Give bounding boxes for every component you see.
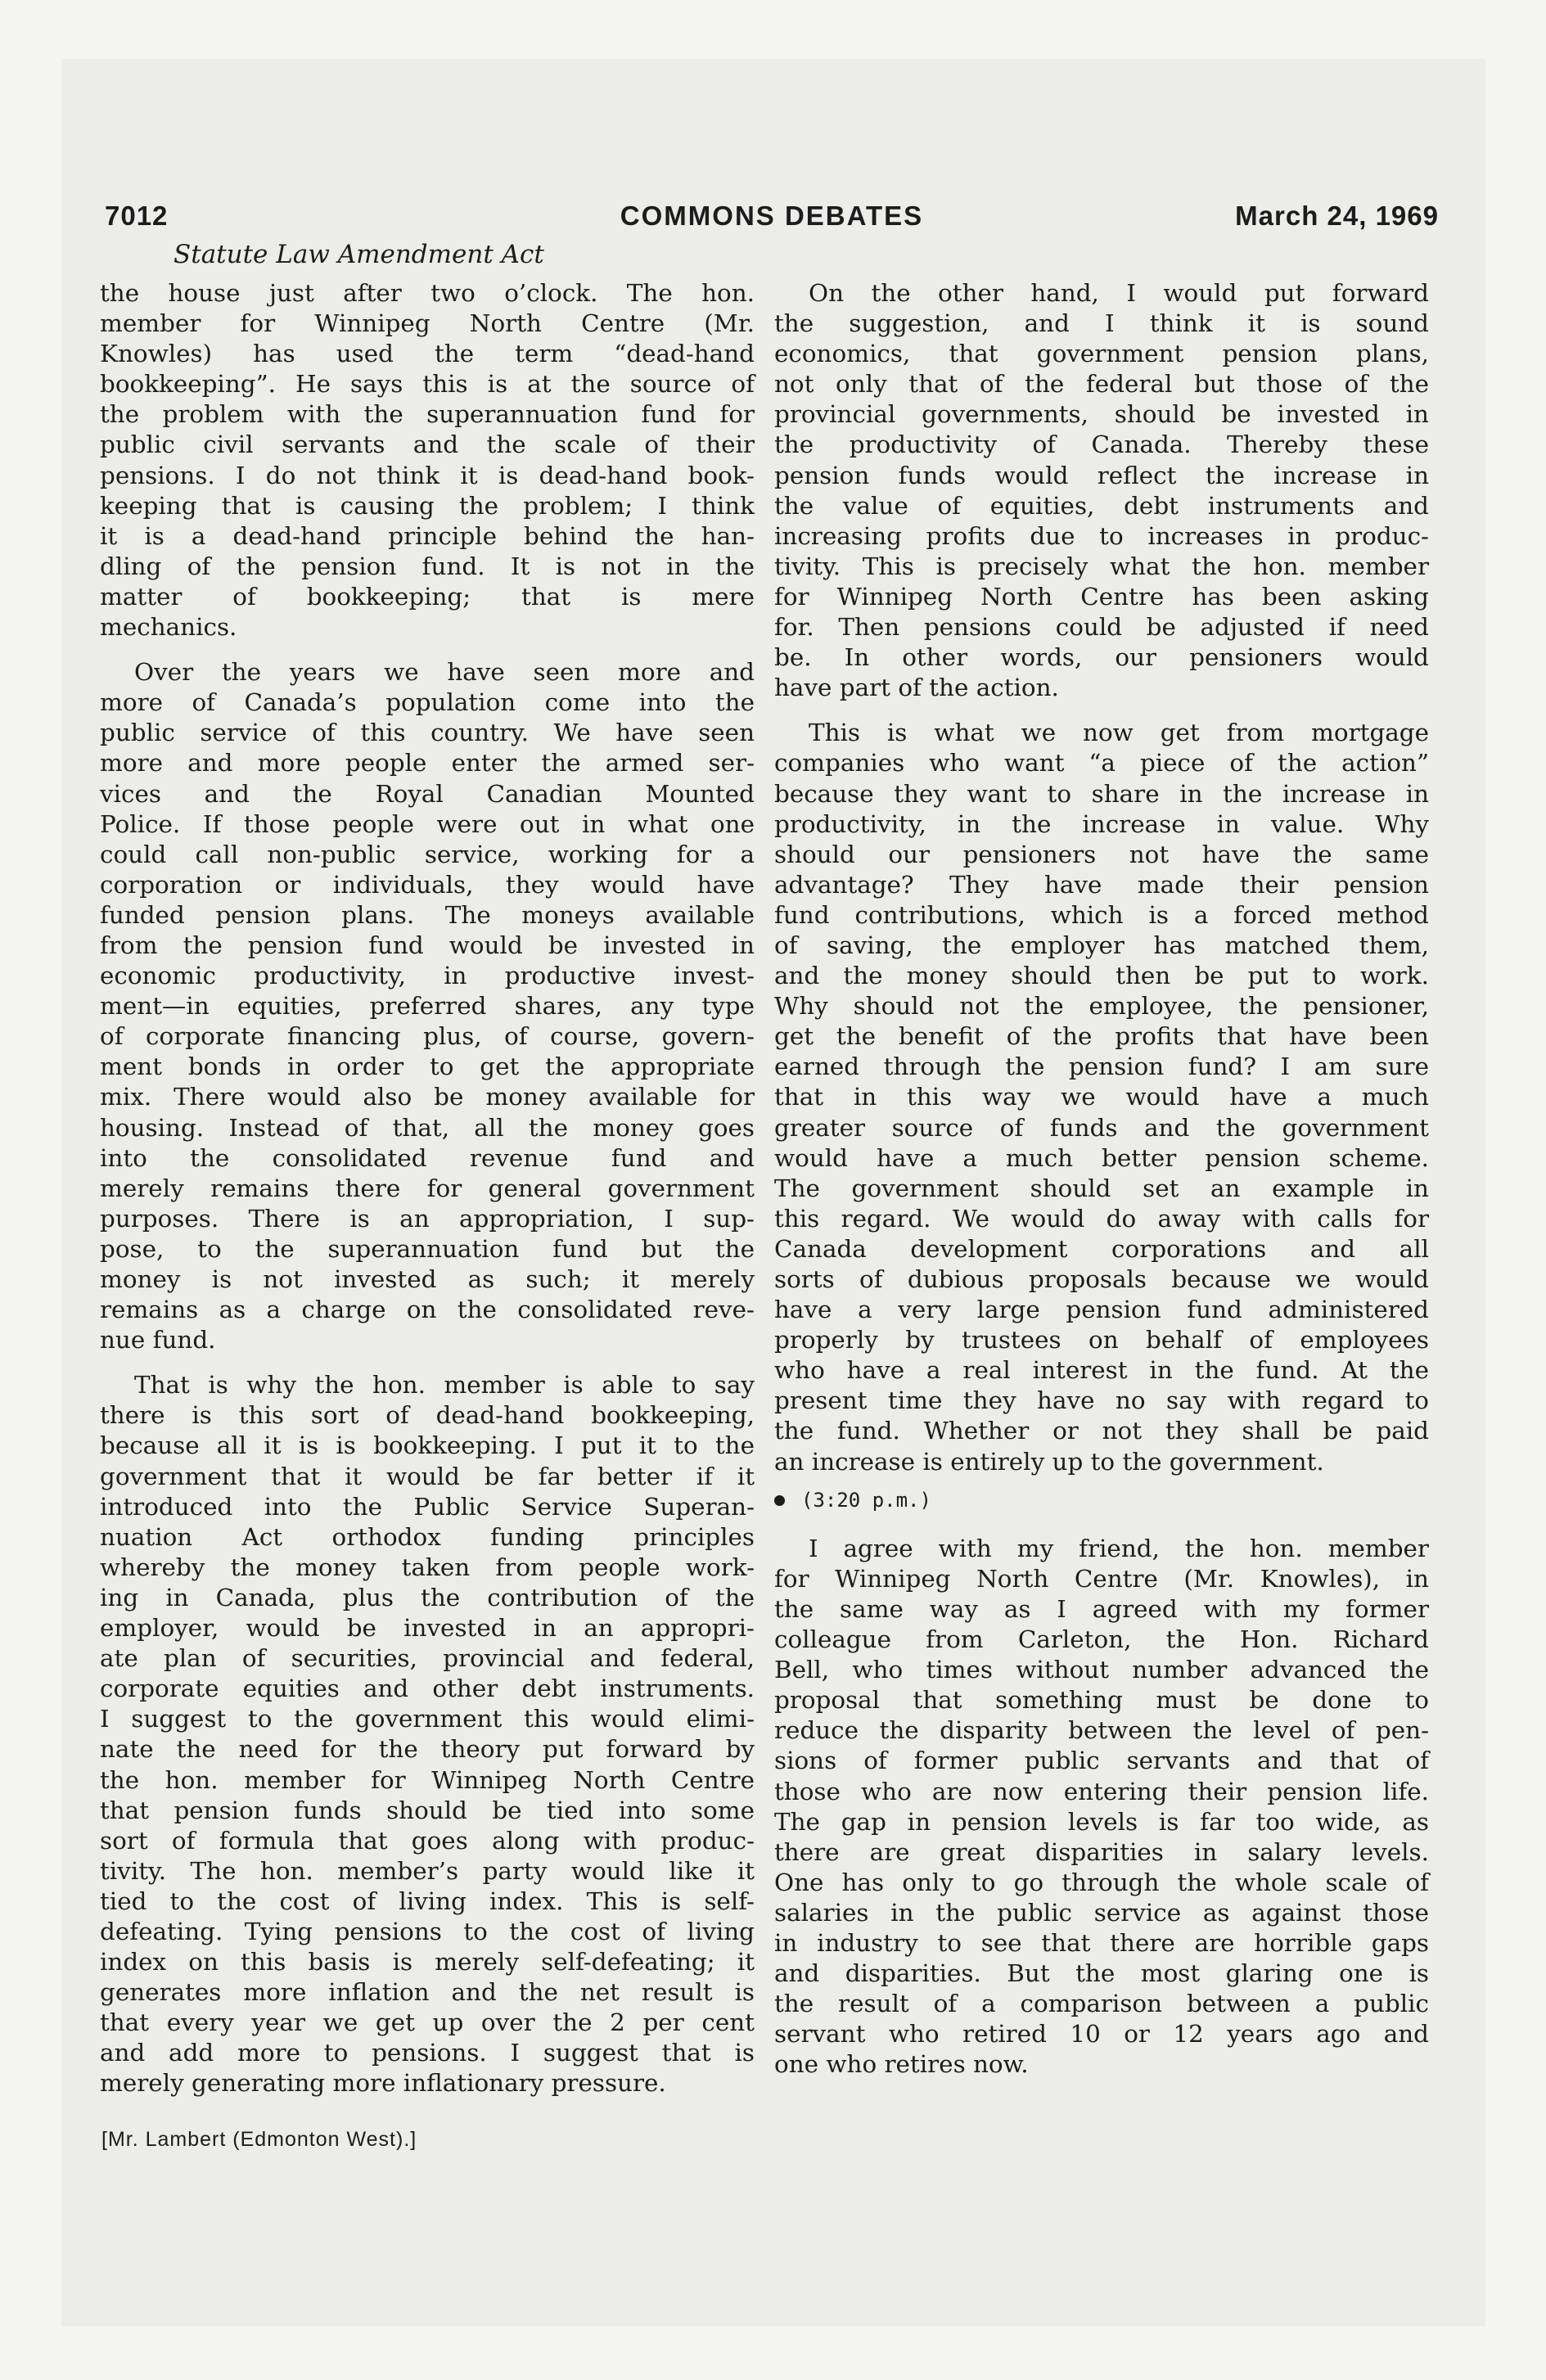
- text-line: generates more inflation and the net result is: [100, 1978, 755, 2007]
- right-column: [774, 278, 1429, 2080]
- text-line: one who retires now.: [774, 2050, 1029, 2079]
- text-line: it is a dead-hand principle behind the han-: [100, 521, 755, 550]
- text-line: not only that of the federal but those of the: [774, 370, 1429, 399]
- text-line: for Winnipeg North Centre has been asking: [774, 582, 1429, 611]
- text-line: and add more to pensions. I suggest that is: [100, 2039, 755, 2067]
- text-line: member for Winnipeg North Centre (Mr.: [100, 309, 755, 338]
- text-line: from the pension fund would be invested in: [100, 931, 755, 959]
- text-line: greater source of funds and the government: [774, 1113, 1429, 1142]
- text-line: economics, that government pension plans,: [774, 340, 1429, 368]
- text-line: advantage? They have made their pension: [774, 870, 1429, 899]
- text-line: productivity, in the increase in value. Why: [774, 809, 1429, 838]
- text-line: housing. Instead of that, all the money goes: [100, 1113, 755, 1142]
- text-line: of corporate financing plus, of course, govern-: [100, 1022, 755, 1051]
- text-line: fund contributions, which is a forced method: [774, 900, 1429, 929]
- text-line: Why should not the employee, the pensioner,: [774, 992, 1429, 1021]
- text-line: tivity. This is precisely what the hon. member: [774, 552, 1429, 580]
- text-line: the productivity of Canada. Thereby these: [774, 430, 1429, 459]
- text-line: sorts of dubious proposals because we would: [774, 1265, 1429, 1293]
- text-line: One has only to go through the whole scale of: [774, 1868, 1429, 1896]
- text-line: the suggestion, and I think it is sound: [774, 309, 1429, 338]
- text-line: sions of former public servants and that of: [774, 1747, 1429, 1775]
- text-line: employer, would be invested in an appropri-: [100, 1614, 755, 1643]
- text-line: nue fund.: [100, 1326, 216, 1355]
- text-line: merely generating more inflationary pressure.: [100, 2069, 666, 2098]
- text-line: ate plan of securities, provincial and federal,: [100, 1644, 755, 1673]
- text-line: This is what we now get from mortgage: [809, 719, 1429, 747]
- text-line: that every year we get up over the 2 per cent: [100, 2008, 755, 2037]
- text-line: and the money should then be put to work.: [774, 962, 1429, 990]
- text-line: should our pensioners not have the same: [774, 840, 1429, 868]
- text-line: who have a real interest in the fund. At the: [774, 1356, 1429, 1385]
- text-line: Knowles) has used the term “dead-hand: [100, 340, 755, 368]
- speaker-attribution: [Mr. Lambert (Edmonton West).]: [101, 2128, 417, 2151]
- page-header: [105, 201, 1439, 237]
- text-line: remains as a charge on the consolidated reve-: [100, 1296, 755, 1324]
- text-line: properly by trustees on behalf of employees: [774, 1326, 1429, 1355]
- text-line: economic productivity, in productive invest-: [100, 962, 755, 990]
- text-line: companies who want “a piece of the action”: [774, 749, 1429, 778]
- text-line: money is not invested as such; it merely: [100, 1265, 755, 1293]
- text-line: Police. If those people were out in what one: [100, 809, 755, 838]
- time-marker: [774, 1485, 1429, 1516]
- text-line: bookkeeping”. He says this is at the source of: [100, 370, 755, 399]
- text-line: index on this basis is merely self-defeating; it: [100, 1948, 755, 1977]
- text-line: ment—in equities, preferred shares, any type: [100, 992, 755, 1021]
- text-line: that in this way we would have a much: [774, 1083, 1429, 1111]
- text-line: because they want to share in the increase in: [774, 779, 1429, 808]
- text-line: increasing profits due to increases in produc-: [774, 521, 1429, 550]
- text-line: provincial governments, should be invested in: [774, 400, 1429, 429]
- text-line: be. In other words, our pensioners would: [774, 643, 1429, 672]
- text-line: keeping that is causing the problem; I think: [100, 491, 755, 520]
- text-line: those who are now entering their pension life.: [774, 1777, 1429, 1805]
- text-line: into the consolidated revenue fund and: [100, 1143, 755, 1172]
- text-line: I suggest to the government this would elimi-: [100, 1705, 755, 1733]
- text-line: the same way as I agreed with my former: [774, 1594, 1429, 1623]
- text-line: defeating. Tying pensions to the cost of living: [100, 1917, 755, 1945]
- running-subtitle: Statute Law Amendment Act: [174, 240, 544, 269]
- text-line: for. Then pensions could be adjusted if need: [774, 613, 1429, 642]
- text-line: Bell, who times without number advanced the: [774, 1656, 1429, 1684]
- text-line: Canada development corporations and all: [774, 1234, 1429, 1263]
- page-number: 7012: [105, 201, 169, 231]
- publication-title: COMMONS DEBATES: [620, 201, 924, 231]
- text-line: ment bonds in order to get the appropriate: [100, 1053, 755, 1081]
- text-line: nate the need for the theory put forward by: [100, 1735, 755, 1764]
- text-line: pensions. I do not think it is dead-hand book-: [100, 461, 755, 489]
- text-line: public civil servants and the scale of their: [100, 430, 755, 459]
- text-line: government that it would be far better if it: [100, 1462, 755, 1490]
- issue-date: March 24, 1969: [1235, 201, 1439, 231]
- text-line: the value of equities, debt instruments and: [774, 491, 1429, 520]
- text-line: colleague from Carleton, the Hon. Richard: [774, 1625, 1429, 1654]
- text-line: an increase is entirely up to the government.: [774, 1447, 1324, 1476]
- text-line: The government should set an example in: [774, 1174, 1429, 1202]
- text-line: that pension funds should be tied into some: [100, 1796, 755, 1824]
- text-line: nuation Act orthodox funding principles: [100, 1522, 755, 1551]
- text-line: servant who retired 10 or 12 years ago and: [774, 2020, 1429, 2049]
- text-line: there are great disparities in salary levels.: [774, 1837, 1429, 1866]
- text-line: the house just after two o’clock. The hon.: [100, 279, 755, 307]
- text-line: On the other hand, I would put forward: [809, 279, 1429, 307]
- text-line: I agree with my friend, the hon. member: [809, 1534, 1429, 1562]
- text-line: merely remains there for general government: [100, 1174, 755, 1202]
- text-line: and disparities. But the most glaring one is: [774, 1959, 1429, 1988]
- text-line: tivity. The hon. member’s party would like it: [100, 1856, 755, 1885]
- text-line: whereby the money taken from people work-: [100, 1553, 755, 1581]
- text-line: the problem with the superannuation fund for: [100, 400, 755, 429]
- text-line: The gap in pension levels is far too wide, as: [774, 1807, 1429, 1836]
- text-line: Over the years we have seen more and: [134, 658, 755, 687]
- text-line: the result of a comparison between a public: [774, 1990, 1429, 2018]
- text-line: reduce the disparity between the level of pen-: [774, 1716, 1429, 1745]
- text-line: corporation or individuals, they would have: [100, 870, 755, 899]
- text-line: would have a much better pension scheme.: [774, 1143, 1429, 1172]
- text-line: proposal that something must be done to: [774, 1686, 1429, 1715]
- text-line: dling of the pension fund. It is not in the: [100, 552, 755, 580]
- bullet-icon: [774, 1495, 785, 1506]
- time-stamp: (3:20 p.m.): [801, 1488, 931, 1512]
- text-line: vices and the Royal Canadian Mounted: [100, 779, 755, 808]
- text-line: tied to the cost of living index. This is self-: [100, 1886, 755, 1915]
- text-line: ing in Canada, plus the contribution of the: [100, 1583, 755, 1611]
- text-line: purposes. There is an appropriation, I sup-: [100, 1204, 755, 1233]
- text-line: present time they have no say with regard to: [774, 1386, 1429, 1415]
- text-line: there is this sort of dead-hand bookkeeping,: [100, 1401, 755, 1430]
- text-line: mechanics.: [100, 613, 237, 642]
- text-line: this regard. We would do away with calls for: [774, 1204, 1429, 1233]
- text-line: more and more people enter the armed ser-: [100, 749, 755, 778]
- left-column: [100, 278, 755, 2099]
- text-line: get the benefit of the profits that have been: [774, 1022, 1429, 1051]
- text-line: sort of formula that goes along with produc-: [100, 1826, 755, 1855]
- text-line: pose, to the superannuation fund but the: [100, 1234, 755, 1263]
- text-line: mix. There would also be money available for: [100, 1083, 755, 1111]
- text-line: introduced into the Public Service Superan-: [100, 1492, 755, 1521]
- text-line: That is why the hon. member is able to say: [134, 1371, 755, 1400]
- text-line: the hon. member for Winnipeg North Centre: [100, 1765, 755, 1794]
- text-line: pension funds would reflect the increase in: [774, 461, 1429, 489]
- text-line: corporate equities and other debt instruments.: [100, 1675, 755, 1703]
- text-line: public service of this country. We have seen: [100, 719, 755, 747]
- text-line: of saving, the employer has matched them,: [774, 931, 1429, 959]
- text-line: funded pension plans. The moneys available: [100, 900, 755, 929]
- text-line: for Winnipeg North Centre (Mr. Knowles), in: [774, 1564, 1429, 1593]
- text-line: in industry to see that there are horrible gaps: [774, 1928, 1429, 1957]
- text-line: the fund. Whether or not they shall be paid: [774, 1417, 1429, 1445]
- text-line: have a very large pension fund administered: [774, 1296, 1429, 1324]
- text-line: more of Canada’s population come into the: [100, 688, 755, 717]
- text-line: salaries in the public service as against those: [774, 1898, 1429, 1927]
- text-line: could call non-public service, working for a: [100, 840, 755, 868]
- text-line: matter of bookkeeping; that is mere: [100, 582, 755, 611]
- text-line: earned through the pension fund? I am sure: [774, 1053, 1429, 1081]
- text-line: because all it is is bookkeeping. I put it to the: [100, 1431, 755, 1460]
- text-line: have part of the action.: [774, 674, 1059, 702]
